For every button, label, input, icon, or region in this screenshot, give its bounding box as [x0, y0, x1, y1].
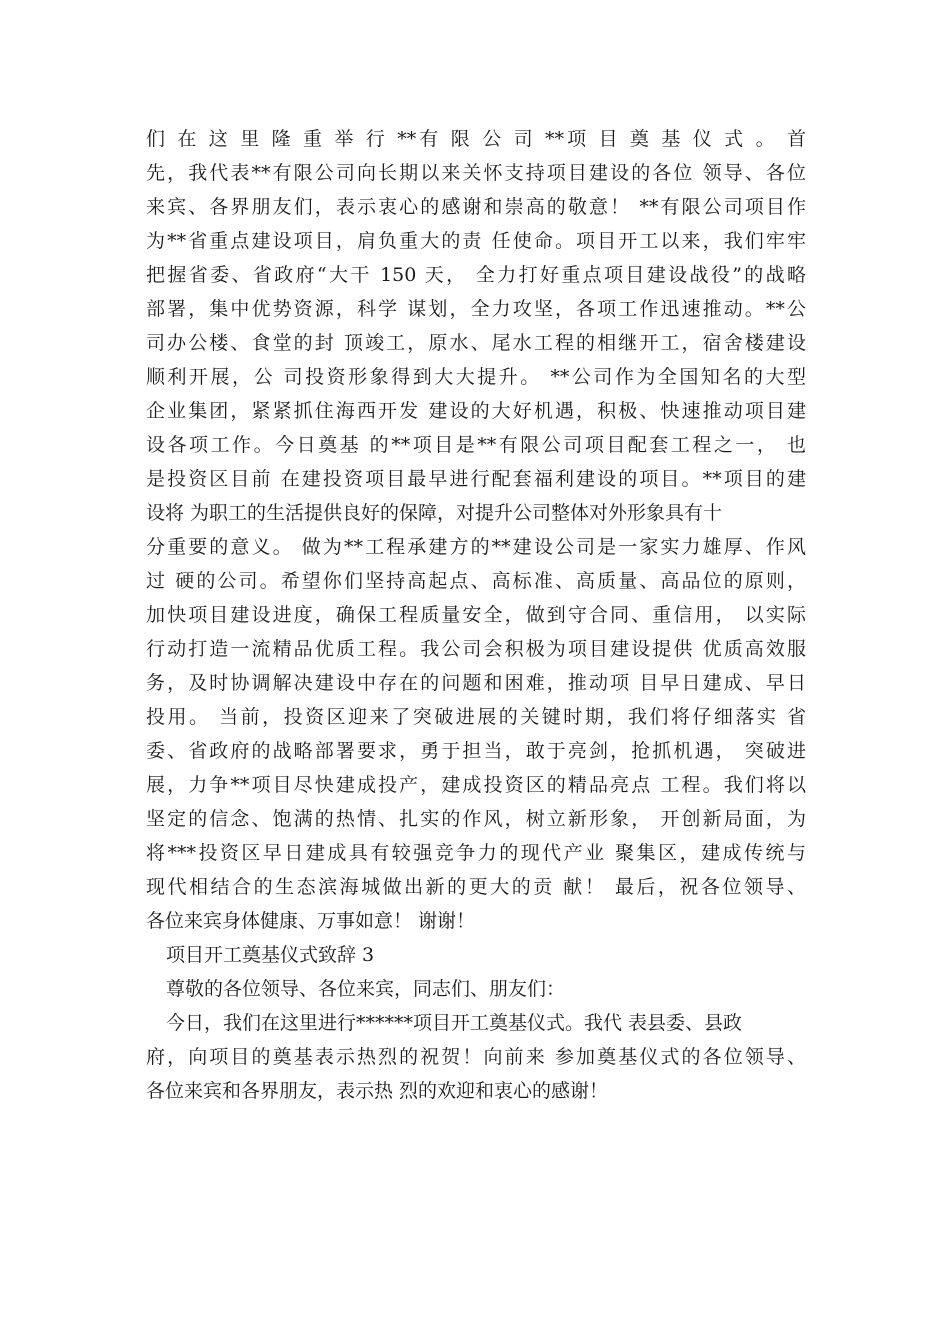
body-line: 展，力争**项目尽快建成投产，建成投资区的精品亮点 工程。我们将以	[146, 774, 806, 796]
body-line: 行动打造一流精品优质工程。我公司会积极为项目建设提供 优质高效服	[146, 638, 806, 660]
document-body	[146, 122, 806, 1108]
body-line: 先，我代表**有限公司向长期以来关怀支持项目建设的各位 领导、各位	[146, 162, 806, 184]
body-line: 把握省委、省政府“大干 150 天， 全力打好重点项目建设战役”的战略	[146, 264, 806, 286]
body-line: 设各项工作。今日奠基 的**项目是**有限公司项目配套工程之一， 也	[146, 434, 806, 456]
body-line: 现代相结合的生态滨海城做出新的更大的贡 献！ 最后，祝各位领导、	[146, 876, 806, 898]
body-line: 委、省政府的战略部署要求，勇于担当，敢于亮剑，抢抓机遇， 突破进	[146, 740, 806, 762]
body-line: 企业集团，紧紧抓住海西开发 建设的大好机遇，积极、快速推动项目建	[146, 400, 806, 422]
body-line: 设将 为职工的生活提供良好的保障，对提升公司整体对外形象具有十	[146, 502, 723, 524]
body-line: 府，向项目的奠基表示热烈的祝贺！向前来 参加奠基仪式的各位领导、	[146, 1046, 806, 1068]
body-line: 部署，集中优势资源，科学 谋划，全力攻坚，各项工作迅速推动。**公	[146, 298, 806, 320]
body-line: 是投资区目前 在建投资项目最早进行配套福利建设的项目。**项目的建	[146, 468, 806, 490]
body-line: 各位来宾和各界朋友，表示热 烈的欢迎和衷心的感谢！	[146, 1080, 609, 1102]
body-line: 务，及时协调解决建设中存在的问题和困难，推动项 目早日建成、早日	[146, 672, 806, 694]
body-line: 顺利开展，公 司投资形象得到大大提升。 **公司作为全国知名的大型	[146, 366, 806, 388]
body-line: 投用。 当前，投资区迎来了突破进展的关键时期，我们将仔细落实 省	[146, 706, 806, 728]
body-line: 坚定的信念、饱满的热情、扎实的作风，树立新形象， 开创新局面，为	[146, 808, 806, 830]
body-line: 加快项目建设进度，确保工程质量安全，做到守合同、重信用， 以实际	[146, 604, 806, 626]
body-line: 过 硬的公司。希望你们坚持高起点、高标准、高质量、高品位的原则，	[146, 570, 806, 592]
body-line: 各位来宾身体健康、万事如意！ 谢谢！	[146, 910, 476, 932]
body-line: 们 在 这 里 隆 重 举 行 **有 限 公 司 **项 目 奠 基 仪 式 。 首	[146, 128, 806, 150]
body-line: 今日，我们在这里进行******项目开工奠基仪式。我代 表县委、县政	[166, 1012, 743, 1034]
body-line: 将***投资区早日建成具有较强竞争力的现代产业 聚集区，建成传统与	[146, 842, 806, 864]
salutation: 尊敬的各位领导、各位来宾，同志们、朋友们：	[166, 978, 566, 1000]
body-line: 来宾、各界朋友们，表示衷心的感谢和崇高的敬意！ **有限公司项目作	[146, 196, 806, 218]
body-line: 为**省重点建设项目，肩负重大的责 任使命。项目开工以来，我们牢牢	[146, 230, 806, 252]
section-heading: 项目开工奠基仪式致辞 3	[166, 944, 375, 966]
body-line: 分重要的意义。 做为**工程承建方的**建设公司是一家实力雄厚、作风	[146, 536, 806, 558]
body-line: 司办公楼、食堂的封 顶竣工，原水、尾水工程的相继开工，宿舍楼建设	[146, 332, 806, 354]
